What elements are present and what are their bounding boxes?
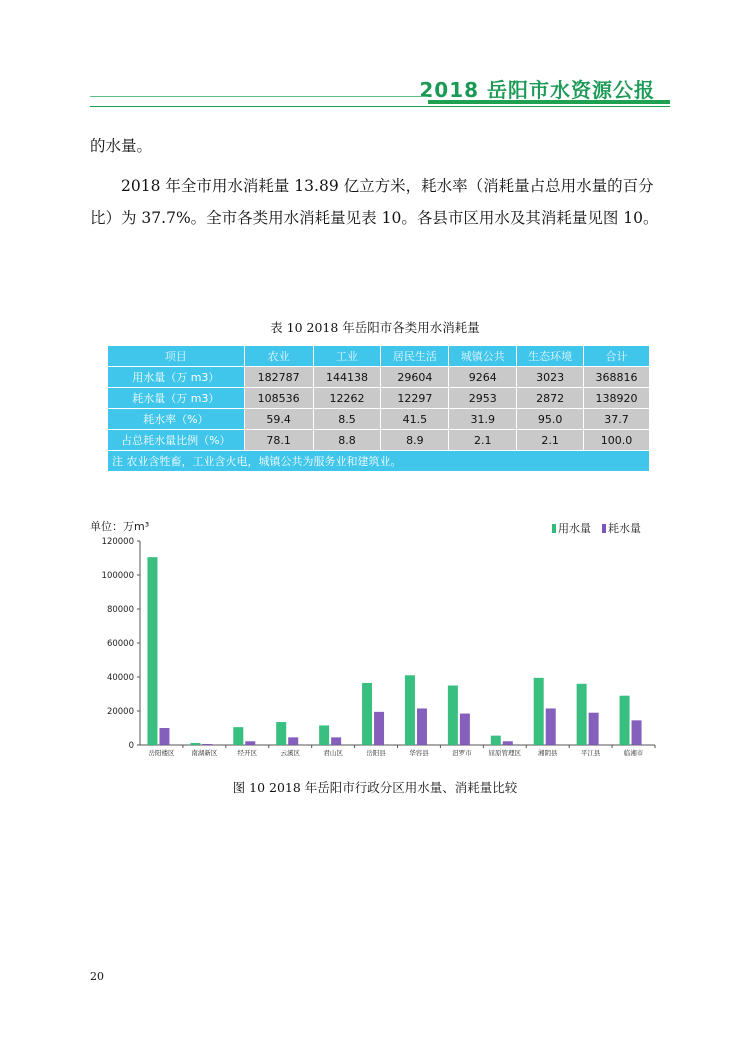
figure-caption: 图 10 2018 年岳阳市行政分区用水量、消耗量比较: [232, 780, 518, 795]
x-tick-label: 君山区: [323, 749, 343, 757]
legend-swatch: [602, 524, 606, 533]
x-tick-label: 屈原管理区: [488, 749, 522, 757]
bar-water-use: [362, 683, 372, 745]
table-cell: 37.7: [584, 409, 650, 430]
bar-water-consumption: [589, 713, 599, 745]
table-header-cell: 项目: [108, 346, 245, 367]
x-tick-label: 岳阳县: [366, 749, 386, 757]
water-use-bar-chart: [90, 516, 660, 766]
table-row-label: 用水量（万 m3）: [108, 367, 245, 388]
x-tick-label: 湘阴县: [537, 749, 558, 757]
table-header-cell: 城镇公共: [449, 346, 517, 367]
x-tick-label: 云溪区: [280, 749, 300, 757]
bar-water-consumption: [245, 741, 255, 745]
table-row-label: 耗水率（%）: [108, 409, 245, 430]
bar-water-consumption: [202, 744, 212, 745]
bar-water-use: [276, 722, 286, 745]
y-tick-label: 120000: [101, 537, 134, 547]
table-cell: 8.9: [381, 430, 449, 451]
table-cell: 41.5: [381, 409, 449, 430]
bar-water-use: [491, 736, 501, 745]
table-header-row: [108, 346, 650, 367]
table-caption: 表 10 2018 年岳阳市各类用水消耗量: [270, 320, 480, 335]
x-tick-label: 临湘市: [623, 749, 644, 757]
x-tick-label: 汨罗市: [452, 749, 472, 757]
table-cell: 9264: [449, 367, 517, 388]
y-tick-label: 80000: [106, 605, 134, 615]
bar-water-consumption: [460, 714, 470, 745]
table-cell: 368816: [584, 367, 650, 388]
table-cell: 138920: [584, 388, 650, 409]
y-tick-label: 60000: [106, 639, 134, 649]
header-rule-under: [90, 106, 670, 107]
table-header-cell: 居民生活: [381, 346, 449, 367]
table-header-cell: 农业: [244, 346, 313, 367]
table-header-cell: 工业: [313, 346, 381, 367]
table-cell: 31.9: [449, 409, 517, 430]
table-note-row: [108, 451, 650, 472]
table-cell: 12262: [313, 388, 381, 409]
bar-water-consumption: [159, 728, 169, 745]
x-tick-label: 经开区: [237, 749, 258, 757]
consumption-table: [107, 345, 650, 472]
table-note: 注 农业含牲畜，工业含火电，城镇公共为服务业和建筑业。: [108, 451, 650, 472]
table-row: [108, 430, 650, 451]
table-header-cell: 合计: [584, 346, 650, 367]
page-number: 20: [90, 970, 104, 983]
table-cell: 59.4: [244, 409, 313, 430]
x-tick-label: 华容县: [409, 749, 429, 757]
table-cell: 182787: [244, 367, 313, 388]
table-cell: 8.8: [313, 430, 381, 451]
bar-water-use: [577, 684, 587, 745]
table-cell: 12297: [381, 388, 449, 409]
bar-water-use: [190, 743, 200, 745]
header-rule-thin: [90, 96, 428, 97]
bar-water-consumption: [417, 708, 427, 745]
bar-water-use: [319, 725, 329, 745]
y-tick-label: 100000: [101, 571, 134, 581]
table-row: [108, 367, 650, 388]
table-cell: 144138: [313, 367, 381, 388]
y-tick-label: 40000: [106, 673, 134, 683]
table-cell: 95.0: [517, 409, 584, 430]
x-tick-label: 平江县: [580, 749, 601, 757]
table-row-label: 耗水量（万 m3）: [108, 388, 245, 409]
legend-label: 耗水量: [608, 522, 641, 535]
table-cell: 3023: [517, 367, 584, 388]
table-cell: 108536: [244, 388, 313, 409]
paragraph-continued: 的水量。: [90, 137, 153, 155]
bar-water-use: [405, 675, 415, 745]
legend-label: 用水量: [558, 522, 591, 535]
table-cell: 78.1: [244, 430, 313, 451]
bar-water-use: [147, 557, 157, 745]
y-tick-label: 20000: [106, 707, 134, 717]
chart-legend: [552, 521, 641, 535]
table-cell: 2872: [517, 388, 584, 409]
table-row: [108, 388, 650, 409]
table-header-cell: 生态环境: [517, 346, 584, 367]
bar-water-use: [620, 696, 630, 745]
bar-water-consumption: [632, 720, 642, 745]
y-tick-label: 0: [128, 741, 134, 751]
x-tick-label: 南湖新区: [191, 749, 218, 757]
table-cell: 29604: [381, 367, 449, 388]
bar-water-consumption: [331, 737, 341, 745]
table-cell: 8.5: [313, 409, 381, 430]
bar-water-consumption: [374, 712, 384, 745]
bar-water-consumption: [546, 708, 556, 745]
table-cell: 2953: [449, 388, 517, 409]
paragraph-consumption: 2018 年全市用水消耗量 13.89 亿立方米，耗水率（消耗量占总用水量的百分比）为 37.7%。全市各类用水消耗量见表 10。各县市区用水及其消耗量见图 10。: [90, 177, 659, 227]
report-header-title: 2018 岳阳市水资源公报: [419, 78, 655, 102]
bar-water-use: [448, 686, 458, 746]
bar-water-use: [233, 727, 243, 745]
table-row: [108, 409, 650, 430]
table-cell: 2.1: [449, 430, 517, 451]
x-tick-label: 岳阳楼区: [148, 749, 175, 757]
table-cell: 2.1: [517, 430, 584, 451]
chart-bars: [147, 557, 641, 745]
bar-water-consumption: [503, 741, 513, 745]
table-cell: 100.0: [584, 430, 650, 451]
legend-swatch: [552, 524, 556, 533]
bar-water-use: [534, 678, 544, 745]
table-row-label: 占总耗水量比例（%）: [108, 430, 245, 451]
header-rule-thick: [428, 100, 670, 104]
bar-water-consumption: [288, 737, 298, 745]
y-axis-title: 单位：万m³: [90, 520, 150, 533]
